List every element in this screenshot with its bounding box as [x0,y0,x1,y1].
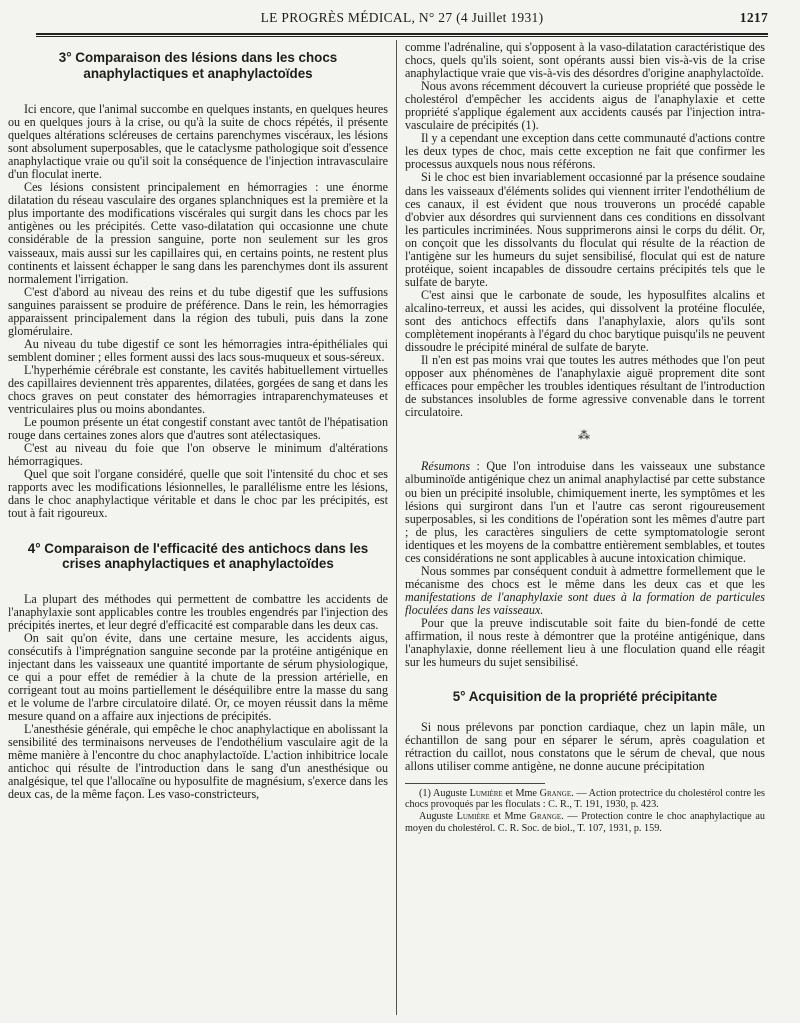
emphasis-text: manifestations de l'anaphylaxie sont dues à la formation de particules floculées dans les vaisseaux. [405,589,765,617]
paragraph-text: Nous sommes par conséquent conduit à admettre formellement que le mécanisme des chocs est le même dans les deux cas et que les [405,563,765,591]
paragraph: L'anesthésie générale, qui empêche le choc anaphylactique en abolissant la sensibilité des terminaisons nerveuses de l'endothélium vasculaire agit de la même manière à l'encontre du choc anaphylactoïde. L'action inhibitrice locale antichoc qui résulte de l'introduction dans le sang d'un anesthésique ou analgésique, tel que l'allocaïne ou hyposulfite de magnésium, s'exerce dans les deux cas, de la même façon. Les vaso-constricteurs, [8,721,388,802]
paragraph: Il n'en est pas moins vrai que toutes les autres méthodes que l'on peut opposer aux phénomènes de l'anaphylaxie aiguë proprement dite sont efficaces pour empêcher les troubles identiques résultant de l'introduction de substances insolubles de forme agressive convenable dans le torrent circulatoire. [405,353,765,420]
header-rule-thin [36,36,768,37]
author-name: Grange [529,811,562,823]
footnote-1 [405,788,765,811]
paragraph: La plupart des méthodes qui permettent de combattre les accidents de l'anaphylaxie sont applicables contre les troubles engendrés par l'injection des précipités inertes, et leur degré d'efficacité est comparable dans les deux cas. [8,591,388,632]
footnote-text: et Mme [502,787,540,799]
footnote-text: . — Action protectrice du cholestérol contre les chocs provoqués par les floculats : C. R., T. 191, 1930, p. 423. [405,787,766,811]
paragraph: Ici encore, que l'animal succombe en quelques instants, en quelques heures ou en quelques jours à la crise, ou qu'à la suite de chocs répétés, il présente quelques altérations scléreuses de certains parenchymes viscéraux, les lésions sont absolument superposables, que le cataclysme pathologique soit d'essence anaphylactique vraie ou qu'il soit la conséquence de l'injection intravasculaire d'un floculat inerte. [8,102,388,182]
running-header [36,10,768,32]
paragraph: Le poumon présente un état congestif constant avec tantôt de l'hépatisation rouge dans certaines zones alors que d'autres sont atélectasiques. [8,415,388,443]
footnote-text: Auguste [419,811,457,823]
paragraph: comme l'adrénaline, qui s'opposent à la vaso-dilatation caractéristique des chocs, quels qu'ils soient, sont opérants aussi bien vis-à-vis de la crise anaphylactique vraie que vis-à-vis des désordres d'origine anaphylactoïde. [405,40,765,81]
section-5-title: 5° Acquisition de la propriété précipitante [452,689,718,705]
footnote-text: (1) Auguste [419,787,470,799]
paragraph: C'est ainsi que le carbonate de soude, les hyposulfites alcalins et alcalino-terreux, et aussi les acides, qui dissolvent la protéine floculée, sont des antichocs effectifs dans l'anaphylaxie, alors qu'ils sont complètement inopérants à l'égard du choc barytique puisqu'ils ne peuvent dissoudre le précipité minéral de sulfate de baryte. [405,287,766,355]
column-divider [396,40,397,1015]
author-name: Lumière [456,811,490,823]
paragraph: L'hyperhémie cérébrale est constante, les cavités habituellement virtuelles des capillaires deviennent très apparentes, dilatées, gorgées de sang et dans les chocs graves on peut constater des hémorragies intraparenchymateuses et ventriculaires plus ou moins abondantes. [8,362,388,417]
author-name: Lumière [469,787,503,799]
section-3-title: 3° Comparaison des lésions dans les chocs anaphylactiques et anaphylactoïdes [58,50,338,81]
paragraph: On sait qu'on évite, dans une certaine mesure, les accidents aigus, consécutifs à l'imprégnation sanguine seconde par la protéine antigénique en injectant dans les vaisseaux une quantité importante de sérum physiologique, ce qui a pour effet de remédier à la chute de la pression artérielle, en corrigeant tout au moins partiellement le déséquilibre entre la masse du sang et le volume de l'arbre circulatoire dilaté. Or, ce moyen réussit dans la même mesure quand on a affaire aux injections de précipités. [8,630,388,723]
left-column [8,41,388,801]
summary-paragraph [405,460,765,564]
section-4-title: 4° Comparaison de l'efficacité des antichocs dans les crises anaphylactiques et anaphylactoïdes [27,540,369,571]
paragraph: Au niveau du tube digestif ce sont les hémorragies intra-épithéliales qui semblent dominer ; elles forment aussi des lacs sous-muqueux et sous-séreux. [8,336,388,364]
footnote-2 [405,811,765,834]
paragraph: Ces lésions consistent principalement en hémorragies : une énorme dilatation du réseau vasculaire des organes splanchniques est la première et la plus importante des modifications viscérales qui surgit dans les chocs par les antigènes ou les précipités. Cette vaso-dilatation qui occasionne une chute considérable de la pression sanguine, porte non seulement sur les gros vaisseaux, mais aussi sur les capillaires qui, en certains points, ne restent plus continents et laissent échapper le sang dans les parenchymes dont ils assurent normalement l'irrigation. [8,180,388,286]
paragraph: Nous avons récemment découvert la curieuse propriété que possède le cholestérol d'empêcher les accidents aigus de l'anaphylaxie et cette propriété s'applique également aux accidents causés par l'injection intra-vasculaire de précipités (1). [405,79,765,133]
paragraph: Quel que soit l'organe considéré, quelle que soit l'intensité du choc et ses rapports avec les modifications lésionnelles, le parallélisme entre les lésions, dans le choc anaphylactique véritable et dans le choc par les précipités, est tout à fait rigoureux. [8,467,388,521]
paragraph: C'est au niveau du foie que l'on observe le minimum d'altérations hémorragiques. [8,441,388,469]
page-number: 1217 [739,10,768,25]
asterism-separator: ⁂ [578,428,592,443]
summary-label: Résumons [421,459,471,474]
footnote-text: . — Protection contre le choc anaphylactique au moyen du cholestérol. C. R. Soc. de biol., T. 107, 1931, p. 159. [405,811,765,834]
paragraph [405,565,765,617]
footnote-text: et Mme [489,811,530,823]
summary-text: : Que l'on introduise dans les vaisseaux une substance albuminoïde antigénique chez un animal anaphylactisé par cette substance ou bien un précipité insoluble, chimiquement inerte, les symptômes et les lésions qui surgiront dans l'un et l'autre cas seront rigoureusement superposables, si les conditions de l'opération sont les mêmes d'autre part ; de plus, les caractères singuliers de cette symptomatologie seront identiques et les moyens de la combattre entièrement semblables, et toutes ces considérations ne sont applicables à aucune intoxication chimique. [405,459,765,565]
author-name: Grange [539,787,572,799]
paragraph: Si nous prélevons par ponction cardiaque, chez un lapin mâle, un échantillon de sang pour en séparer le sérum, après coagulation et rétraction du caillot, nous constatons que le sérum de cheval, que nous allons utiliser comme antigène, ne donne aucune précipitation [405,719,765,773]
paragraph: Si le choc est bien invariablement occasionné par la présence soudaine dans les vaisseaux d'éléments solides qui viennent irriter l'endothélium de ces canaux, il est évident que nous trouverons un procédé capable d'obvier aux désordres qui surviennent dans ces conditions en dissolvant les particules incriminées. Nous supprimerons ainsi le corps du délit. Or, on conçoit que les dissolvants du floculat qui résulte de la réaction de l'antigène sur les humeurs du sujet sensibilisé, floculat qui est de nature protéique, soient incapables de dissoudre certains précipités tels que le sulfate de baryte. [405,170,765,289]
footnote-rule [405,783,545,784]
paragraph: Pour que la preuve indiscutable soit faite du bien-fondé de cette affirmation, il nous reste à démontrer que la protéine antigénique, dans l'anaphylaxie, donne réellement lieu à une floculation quand elle réagit sur les humeurs du sujet sensibilisé. [405,615,765,670]
right-column [405,41,765,834]
paragraph: Il y a cependant une exception dans cette communauté d'actions contre les deux types de choc, mais cette exception ne fait que confirmer les processus auxquels nous nous référons. [405,131,765,172]
header-rule [36,33,768,35]
paragraph: C'est d'abord au niveau des reins et du tube digestif que les suffusions sanguines paraissent se produire de préférence. Dans le rein, les hémorragies apparaissent principalement dans la région des tubuli, puis dans la zone glomérulaire. [8,284,388,338]
footnotes [405,788,765,834]
running-title: LE PROGRÈS MÉDICAL, N° 27 (4 Juillet 1931) [260,10,544,25]
